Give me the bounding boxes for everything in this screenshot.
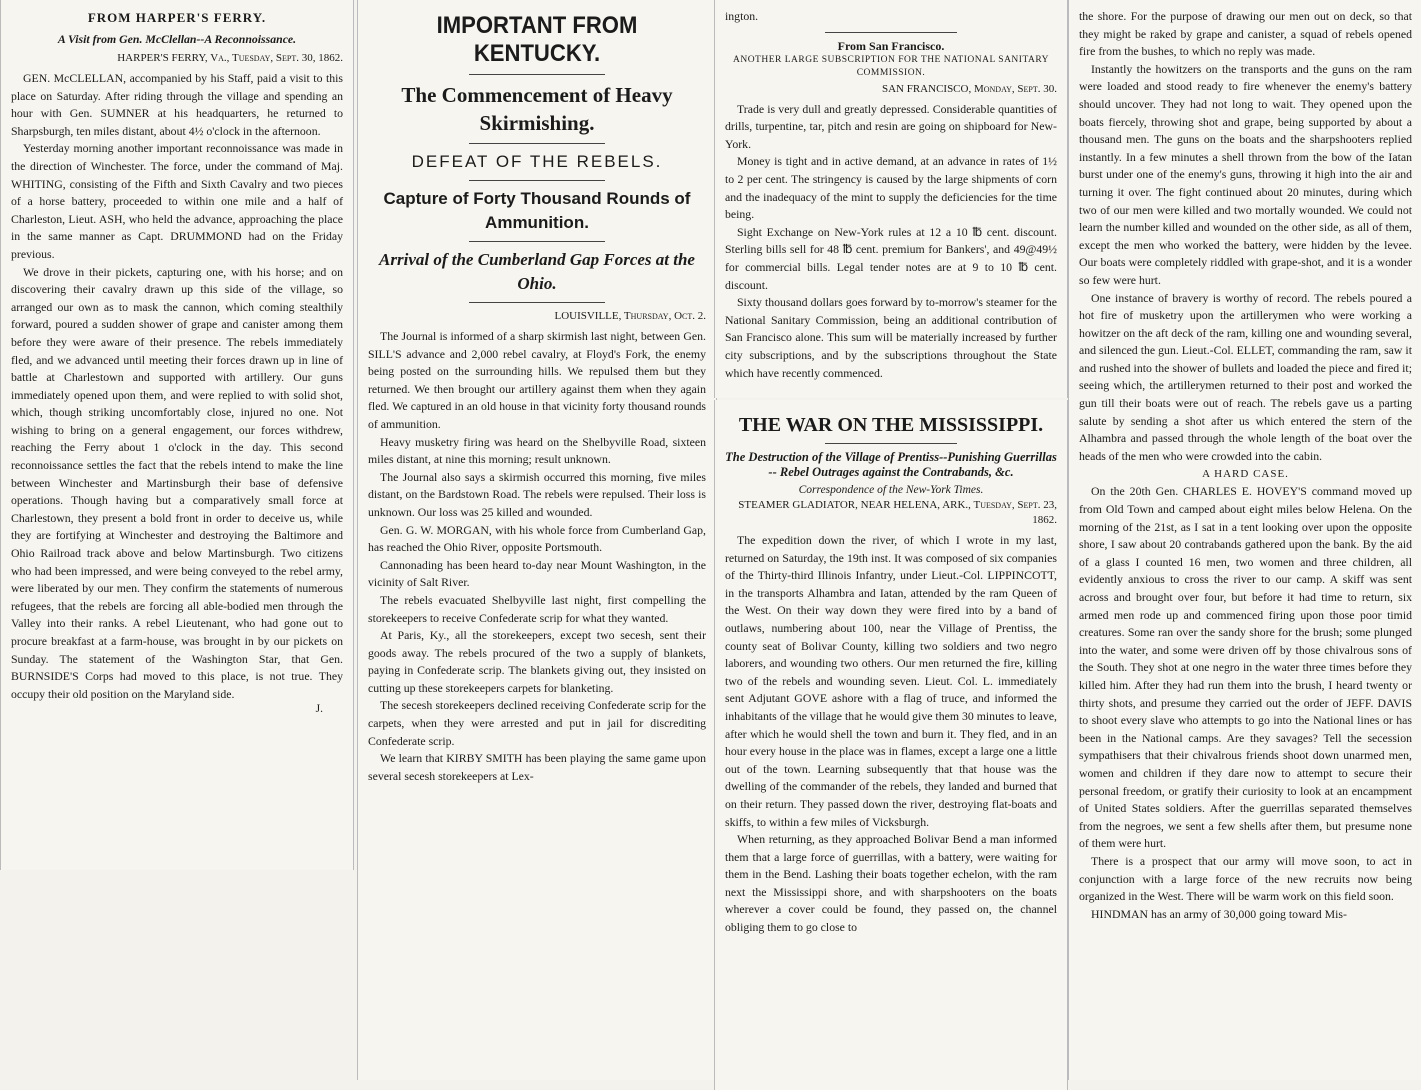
article-heading: From San Francisco. bbox=[837, 38, 945, 53]
article-signature: J. bbox=[315, 703, 323, 716]
divider bbox=[469, 241, 604, 242]
divider bbox=[469, 143, 604, 144]
article-dateline: HARPER'S FERRY, Va., Tuesday, Sept. 30, 1862. bbox=[117, 52, 343, 64]
divider bbox=[825, 32, 958, 33]
article-deck: ANOTHER LARGE SUBSCRIPTION FOR THE NATIONAL SANITARY COMMISSION. bbox=[732, 54, 1050, 78]
article-paragraph: One instance of bravery is worthy of record. The rebels poured a hot fire of musketry upon the artillerymen who were working a howitzer on the aft deck of the ram, killing one and wounding several, and silenced the gun. Lieut.-Col. ELLET, commanding the ram, saw it and rushed into the shower of bullets and loaded the piece and fired it; seeing which, the artillerymen returned to their post and worked the gun till their boats were out of reach. The rebels gave us a parting salute by sending a shot after us which entered the stern of the Alhambra and passed through the whole length of the boat over the heads of the men who were crowded into the cabin. bbox=[1079, 290, 1412, 463]
article-dateline: STEAMER GLADIATOR, NEAR HELENA, ARK., Tuesday, Sept. 23, 1862. bbox=[738, 499, 1057, 526]
article-paragraph: The expedition down the river, of which I wrote in my last, returned on Saturday, the 19th inst. It was composed of six companies of the Thirty-third Illinois Infantry, under Lieut.-Col. LIPPINCOTT, in the transports Alhambra and Iatan, attended by the ram Queen of the West. On their way down they were fired into by a band of outlaws, numbering about 100, near the Village of Prentiss, the county seat of Bolivar County, killing two soldiers and two negro laborers, and wounding two others. Our men returned the fire, killing two of the rebels and wounding seven. Lieut. Col. L. immediately sent Adjutant GOVE ashore with a flag of truce, and informed the inhabitants of the village that he would give them 30 minutes to leave, after which he would shell the town and burn it. They fled, and in an hour every house in the place was in flames, except a large one a little out of the town. Learning subsequently that that house was the dwelling of the commander of the rebels, they landed and burned that on their return. They passed down the river, destroying flat-boats and skiffs, to within a few miles of Vicksburgh. bbox=[725, 533, 1057, 829]
article-subhead: Arrival of the Cumberland Gap Forces at the Ohio. bbox=[379, 250, 695, 293]
divider bbox=[825, 443, 958, 444]
article-paragraph: Sight Exchange on New-York rules at 12 a 10 ℔ cent. discount. Sterling bills sell for 48 ℔ cent. premium for Bankers', and 49@49½ for commercial bills. Legal tender notes are at 9 to 10 ℔ cent. discount. bbox=[725, 224, 1057, 292]
article-deck: The Destruction of the Village of Prentiss--Punishing Guerrillas -- Rebel Outrages against the Contrabands, &c. bbox=[725, 450, 1057, 479]
divider bbox=[469, 74, 604, 75]
article-subhead: DEFEAT OF THE REBELS. bbox=[411, 152, 663, 171]
article-paragraph: the shore. For the purpose of drawing our men out on deck, so that they might be raked by grape and canister, a squad of rebels opened fire from the bushes, to which no reply was made. bbox=[1079, 9, 1412, 59]
article-deck: A Visit from Gen. McClellan--A Reconnoissance. bbox=[57, 32, 297, 46]
article-paragraph: We learn that KIRBY SMITH has been playing the same game upon several secesh storekeepers at Lex- bbox=[368, 751, 706, 783]
article-paragraph: Sixty thousand dollars goes forward by to-morrow's steamer for the National Sanitary Commission, being an additional contribution of San Francisco alone. This sum will be materially increased by further city subscriptions, and by the subscriptions throughout the State which have recently commenced. bbox=[725, 295, 1057, 380]
article-paragraph: We drove in their pickets, capturing one, with his horse; and on discovering their cavalry drawn up this side of the village, so arranged our own as to mask the cannon, which coming stealthily forward, poured a sudden shower of grape and canister among them before they were aware of their presence. The rebels immediately fled, and we advanced until meeting their forces drawn up in line of battle at Charlestown and supported with artillery. Our guns immediately opened upon them, and were replied to with solid shot, which, though striking uncomfortably close, injured no one. Not wishing to bring on a general engagement, our forces withdrew, reaching the Ferry about 1 o'clock in the day. This second reconnoissance settles the fact that the rebels intend to make the line between Winchester and Martinsburgh their base of defensive operations. Though having but a comparatively small force at Charlestown, they present a bold front in order to deceive us, while they are fortifying at Winchester and destroying the Baltimore and Ohio Railroad track above and below Martinsburgh. Two citizens who had been impressed, and were being conveyed to the rebel army, were liberated by our men. They confirm the statements of numerous refugees, that the rebels are forcing all able-bodied men through the Valley into their ranks. A rebel Lieutenant, who had gone out to procure breakfast at a farm-house, was brought in by our pickets on Sunday. The statement of the Washington Star, that Gen. BURNSIDE'S Corps had moved to this place, is not true. They occupy their old position on the Maryland side. bbox=[11, 264, 343, 701]
article-subhead: The Commencement of Heavy Skirmishing. bbox=[401, 83, 673, 135]
article-kentucky bbox=[357, 0, 717, 1080]
article-paragraph: When returning, as they approached Bolivar Bend a man informed them that a large force of guerrillas, with a battery, were waiting for them in the Bend. Lashing their boats together echelon, with the ram next the Mississippi shore, and with sharpshooters on the boats wherever a cover could be found, they passed on, the channel obliging them to go close to bbox=[725, 832, 1057, 935]
article-san-francisco bbox=[714, 0, 1068, 398]
article-paragraph: GEN. McCLELLAN, accompanied by his Staff, paid a visit to this place on Saturday. After riding through the village and spending an hour with Gen. SUMNER at his headquarters, he returned to Sharpsburgh, ten miles distant, about 4½ o'clock in the afternoon. bbox=[11, 71, 343, 138]
article-heading: FROM HARPER'S FERRY. bbox=[87, 10, 267, 25]
article-paragraph: Yesterday morning another important reconnoissance was made in the direction of Winchester. The force, under the command of Maj. WHITING, consisting of the Fifth and Sixth Cavalry and two pieces of a horse battery, proceeded to within one mile and a half of Charleston, Lieut. ASH, who held the advance, approaching the place in the same manner as Capt. DRUMMOND had on the Friday previous. bbox=[11, 141, 343, 261]
article-paragraph: Money is tight and in active demand, at an advance in rates of 1½ to 2 per cent. The stringency is caused by the large shipments of corn and the inadequacy of the mint to supply the deficiencies for the time being. bbox=[725, 154, 1057, 222]
article-paragraph: Trade is very dull and greatly depressed. Considerable quantities of drills, turpentine, tar, pitch and resin are going on shipboard for New-York. bbox=[725, 101, 1057, 151]
article-paragraph: The Journal also says a skirmish occurred this morning, five miles distant, on the Bardstown Road. The rebels were repulsed. Their loss is unknown. Our loss was 25 killed and wounded. bbox=[368, 469, 706, 519]
article-heading: IMPORTANT FROM KENTUCKY. bbox=[436, 12, 638, 67]
article-correspondence: Correspondence of the New-York Times. bbox=[798, 484, 984, 496]
article-dateline: LOUISVILLE, Thursday, Oct. 2. bbox=[554, 310, 706, 322]
article-paragraph: HINDMAN has an army of 30,000 going toward Mis- bbox=[1091, 906, 1347, 921]
article-paragraph: The secesh storekeepers declined receiving Confederate scrip for the carpets, when they were arrested and put in jail for discrediting Confederate scrip. bbox=[368, 698, 706, 748]
article-paragraph: Heavy musketry firing was heard on the Shelbyville Road, sixteen miles distant, at nine this morning; result unknown. bbox=[368, 434, 706, 467]
article-paragraph: There is a prospect that our army will move soon, to act in conjunction with a large force of the new recruits now being organized in the West. There will be warm work on this field soon. bbox=[1079, 853, 1412, 904]
article-paragraph: Gen. G. W. MORGAN, with his whole force from Cumberland Gap, has reached the Ohio River, opposite Portsmouth. bbox=[368, 522, 706, 555]
article-war-mississippi-continued bbox=[1068, 0, 1421, 1080]
article-subhead: A HARD CASE. bbox=[1202, 468, 1289, 481]
divider bbox=[469, 302, 604, 303]
article-dateline: SAN FRANCISCO, Monday, Sept. 30. bbox=[881, 82, 1057, 95]
article-paragraph: At Paris, Ky., all the storekeepers, except two secesh, sent their goods away. The rebels procured of the two a supply of blankets, paying in Confederate scrip. The blankets giving out, they insisted on cutting up these storekeepers carpets for blanketing. bbox=[368, 628, 706, 695]
article-war-mississippi bbox=[714, 400, 1068, 1090]
article-paragraph: Cannonading has been heard to-day near Mount Washington, in the vicinity of Salt River. bbox=[368, 557, 706, 590]
article-paragraph: On the 20th Gen. CHARLES E. HOVEY'S command moved up from Old Town and camped about eight miles below Helena. On the morning of the 21st, as I sat in a tent looking over upon the opposite shore, I saw about 20 contrabands gathered upon the bank. By the aid of a glass I counted 16 men, two women and three children, all evidently anxious to cross the river to our camp. A skiff was sent across and brought over four, but before it had time to return, six armed men rode up and commenced firing upon those poor timid creatures. Some ran over the sandy shore for the brush; some plunged into the water, and some were driven off by those chivalrous sons of the South. They shot at one negro in the water three times before they killed him. After they had run them into the brush, I heard twenty or thirty shots, and presume they carried out the order of JEFF. DAVIS to shoot every slave who attempts to go into the National lines or has been in the National camps. Are they savages? Tell the secession sympathisers that their chivalrous friends shoot down unarmed men, women and children if they dare now to attempt to secure their personal freedom, or gratify their curiosity to look at an encampment of United States soldiers. After the guerrillas separated themselves from the negroes, we sent a few shells after them, but presume none of them were hurt. bbox=[1079, 484, 1412, 851]
article-paragraph: Instantly the howitzers on the transports and the guns on the ram were loaded and stood ready to fire whenever the enemy's battery should uncover. They had not long to wait. They opened upon the boats fiercely, throwing shot and grape, being supported by about a thousand men. The guns on the boats and the sharpshooters replied instantly. In a few minutes a shell thrown from the bow of the Iatan burst under one of the enemy's guns, throwing it high into the air and turning it over. The fight continued about 20 minutes, during which two of our men were killed and two mortally wounded. We could not learn the number killed and wounded on the other side, as all of them, except the men who worked the battery, were hidden by the levee. Our boats were completely riddled with grape-shot, and it is a wonder so few were hurt. bbox=[1079, 61, 1412, 287]
article-paragraph: The Journal is informed of a sharp skirmish last night, between Gen. SILL'S advance and 2,000 rebel cavalry, at Floyd's Fork, the enemy being posted on the surrounding hills. We repulsed them but they returned. We then brought our artillery against them when they again fled. We captured in an old house in that vicinity forty thousand rounds of ammunition. bbox=[368, 329, 706, 431]
article-paragraph: The rebels evacuated Shelbyville last night, first compelling the storekeepers to receive Confederate scrip for what they wanted. bbox=[368, 592, 706, 625]
article-subhead: Capture of Forty Thousand Rounds of Ammunition. bbox=[383, 189, 691, 232]
article-continuation: ington. bbox=[725, 9, 759, 23]
article-harpers-ferry bbox=[0, 0, 354, 870]
article-heading: THE WAR ON THE MISSISSIPPI. bbox=[738, 414, 1044, 436]
divider bbox=[469, 180, 604, 181]
